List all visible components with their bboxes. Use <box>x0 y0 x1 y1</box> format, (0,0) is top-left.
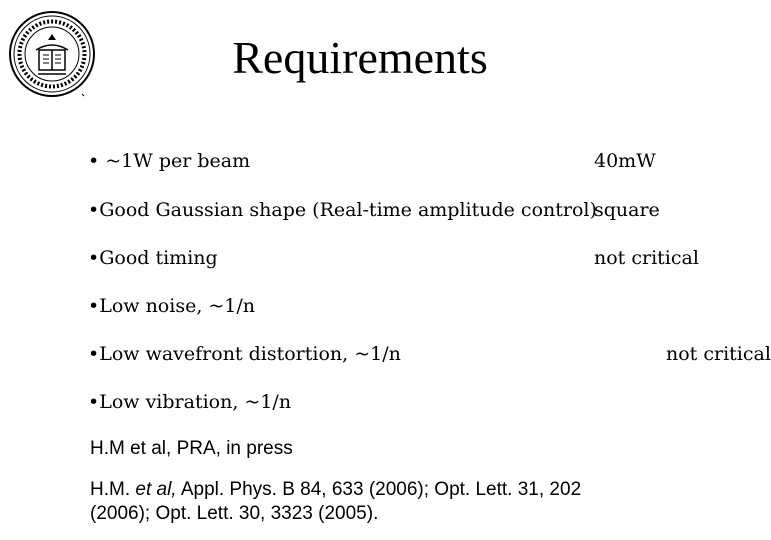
reference-1: H.M et al, PRA, in press <box>90 438 293 459</box>
status-power: 40mW <box>594 150 656 172</box>
requirement-vibration: •Low vibration, ~1/n <box>88 391 292 413</box>
reference-2 <box>90 478 630 526</box>
requirement-gaussian-shape: •Good Gaussian shape (Real-time amplitude control) <box>88 199 597 221</box>
status-gaussian-shape: square <box>594 199 660 221</box>
status-wavefront: not critical <box>666 343 771 365</box>
reference-2-et-al: et al, <box>135 479 177 500</box>
reference-2-citations: Appl. Phys. B 84, 633 (2006); Opt. Lett. 31, 202 (2006); Opt. Lett. 30, 3323 (2005). <box>90 479 582 524</box>
reference-2-authors: H.M. <box>90 479 136 500</box>
requirement-wavefront: •Low wavefront distortion, ~1/n <box>88 343 401 365</box>
requirement-timing: •Good timing <box>88 247 218 269</box>
requirement-power: • ~1W per beam <box>88 150 251 172</box>
status-timing: not critical <box>594 247 699 269</box>
requirement-noise: •Low noise, ~1/n <box>88 295 256 317</box>
page-title: Requirements <box>232 32 488 83</box>
